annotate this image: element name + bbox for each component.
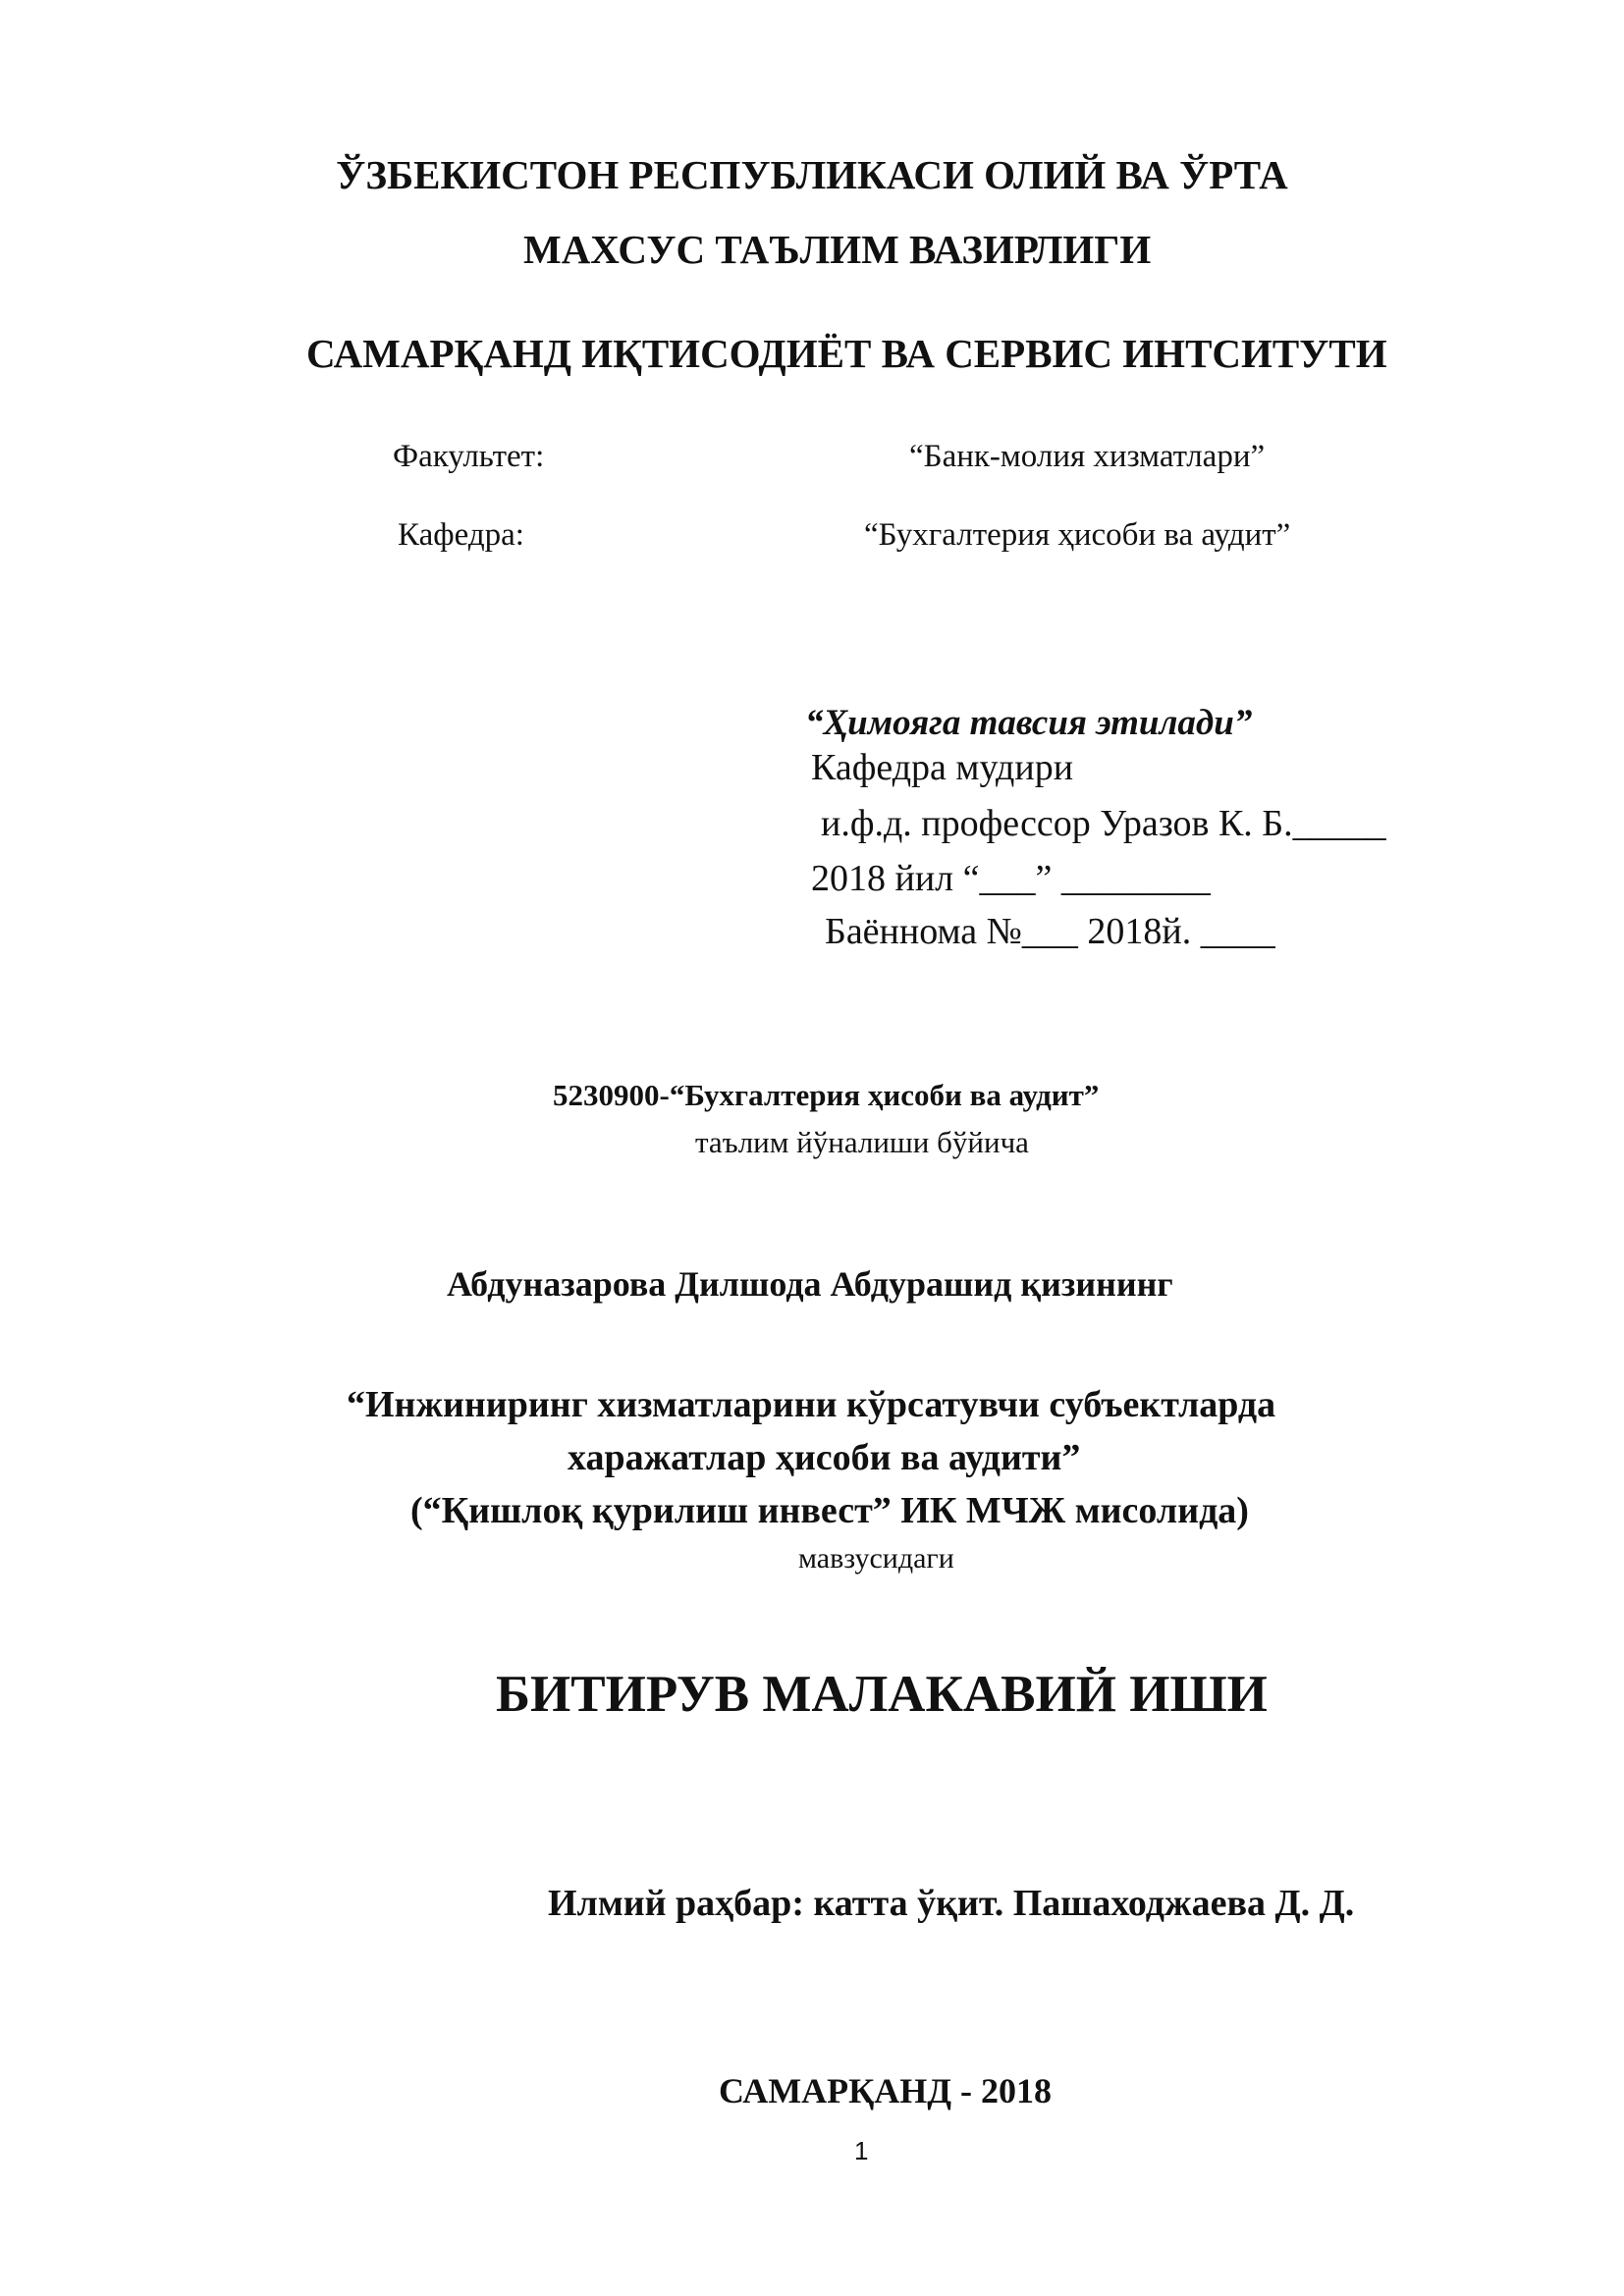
page-number: 1 xyxy=(854,2136,869,2165)
topic-line-2: харажатлар ҳисоби ва аудити” xyxy=(568,1437,1081,1478)
student-name: Абдуназарова Дилшода Абдурашид қизининг xyxy=(447,1264,1173,1304)
topic-line-3: (“Қишлоқ қурилиш инвест” ИК МЧЖ мисолида) xyxy=(410,1490,1249,1531)
department-value: “Бухгалтерия ҳисоби ва аудит” xyxy=(864,517,1291,553)
city-year: САМАРҚАНД - 2018 xyxy=(719,2071,1053,2110)
institute-name: САМАРҚАНД ИҚТИСОДИЁТ ВА СЕРВИС ИНТСИТУТИ xyxy=(306,331,1387,376)
approval-title: “Ҳимояга тавсия этилади” xyxy=(805,703,1253,743)
approval-protocol-line: Баённома №___ 2018й. ____ xyxy=(825,911,1275,952)
approval-professor-signature-line: и.ф.д. профессор Уразов К. Б._____ xyxy=(821,803,1386,844)
faculty-label: Факультет: xyxy=(393,439,545,474)
approval-date-line: 2018 йил “___” ________ xyxy=(811,858,1211,899)
supervisor-line: Илмий раҳбар: катта ўқит. Пашаходжаева Д. Д. xyxy=(548,1883,1355,1924)
topic-note: мавзусидаги xyxy=(798,1542,954,1575)
specialty-note: таълим йўналиши бўйича xyxy=(695,1125,1029,1159)
work-title: БИТИРУВ МАЛАКАВИЙ ИШИ xyxy=(496,1666,1268,1723)
ministry-title-line-1: ЎЗБЕКИСТОН РЕСПУБЛИКАСИ ОЛИЙ ВА ЎРТА xyxy=(336,152,1288,197)
approval-head-of-department: Кафедра мудири xyxy=(811,747,1074,788)
topic-line-1: “Инжиниринг хизматларини кўрсатувчи субъектларда xyxy=(347,1384,1276,1425)
specialty-code: 5230900-“Бухгалтерия ҳисоби ва аудит” xyxy=(553,1078,1100,1112)
faculty-value: “Банк-молия хизматлари” xyxy=(909,439,1266,474)
ministry-title-line-2: МАХСУС ТАЪЛИМ ВАЗИРЛИГИ xyxy=(523,227,1152,272)
department-label: Кафедра: xyxy=(398,517,524,553)
